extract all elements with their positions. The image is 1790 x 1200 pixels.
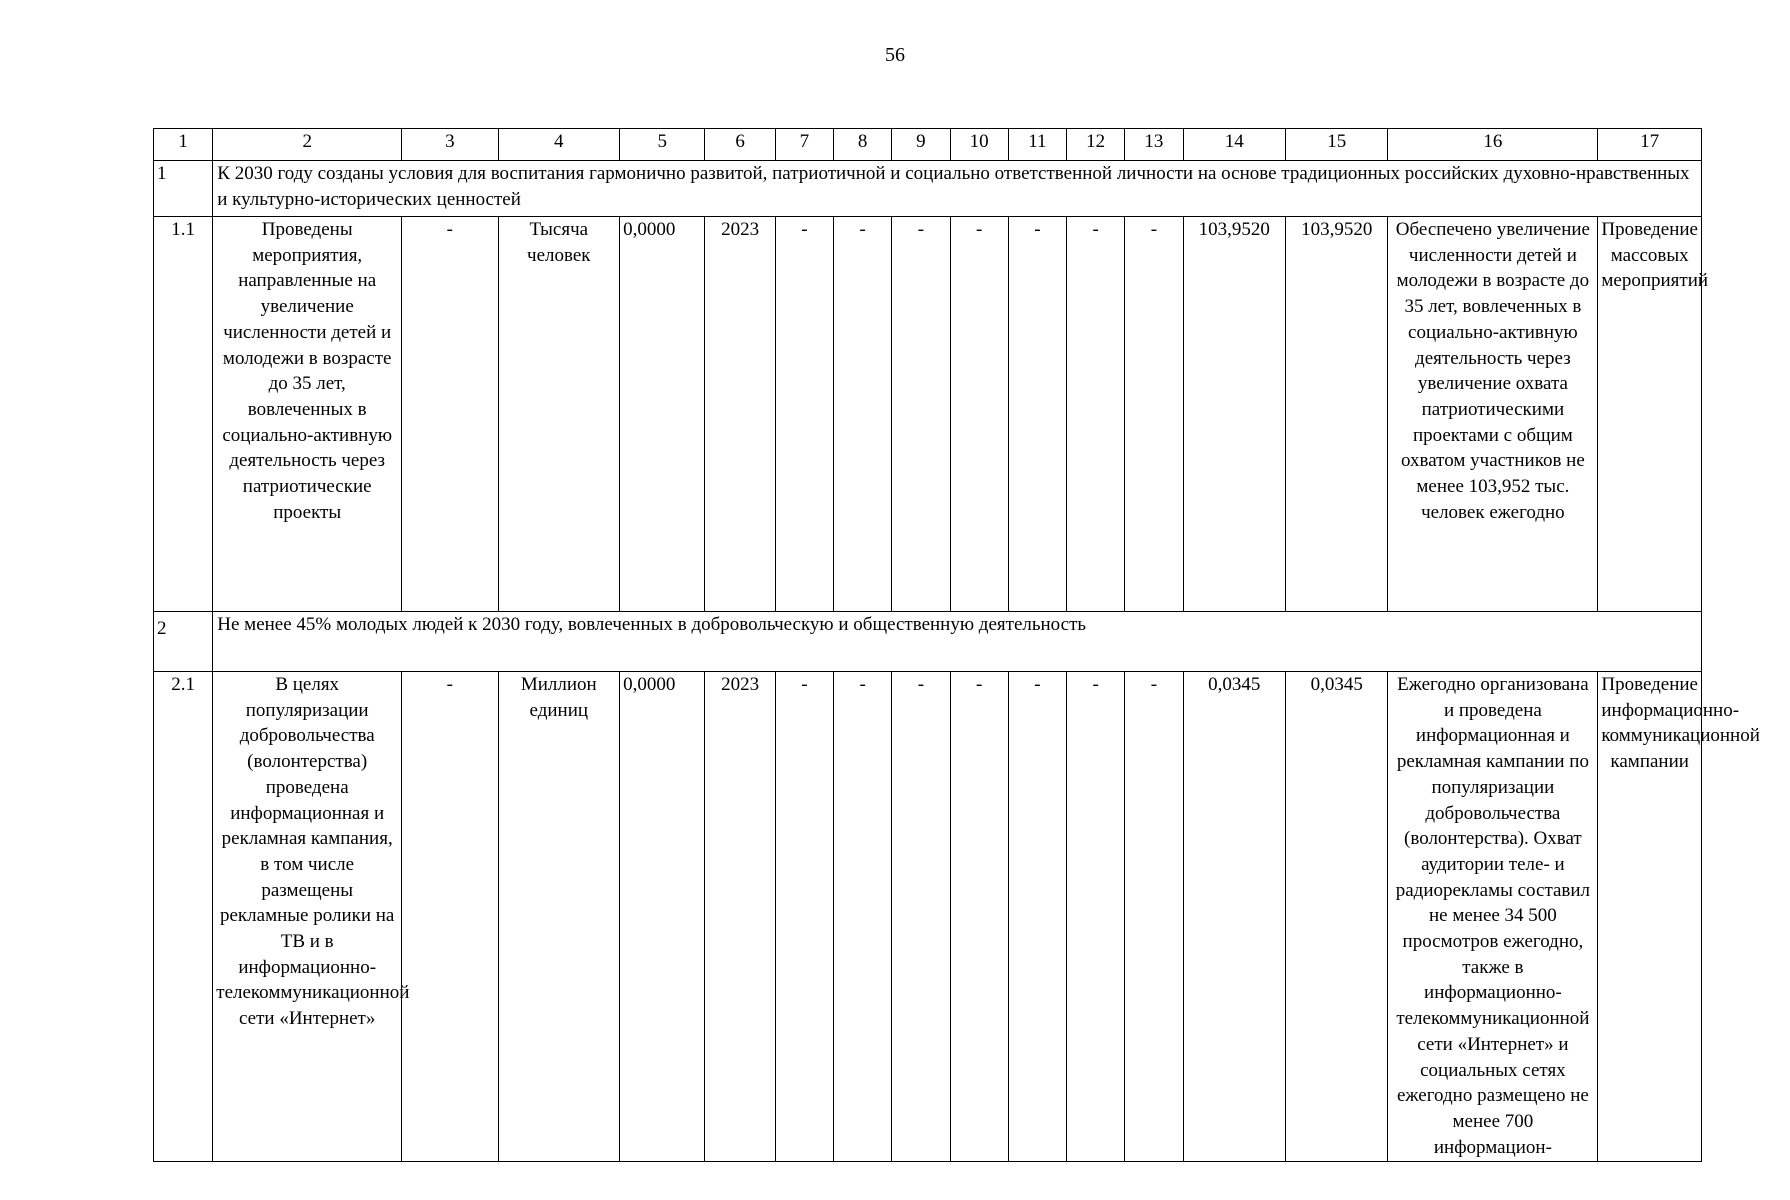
cell-col-12: -: [1067, 672, 1125, 1162]
column-header: 9: [892, 129, 950, 161]
column-header: 8: [834, 129, 892, 161]
measure-type: Проведение массовых мероприятий: [1598, 217, 1702, 612]
cell-col-13: -: [1125, 672, 1183, 1162]
table-row: [154, 217, 1702, 612]
section-number: 1: [154, 161, 213, 217]
unit-of-measure: Миллион единиц: [498, 672, 620, 1162]
column-header: 7: [775, 129, 833, 161]
column-header: 5: [620, 129, 705, 161]
cell-col-7: -: [775, 217, 833, 612]
column-header: 4: [498, 129, 620, 161]
table-row: [154, 672, 1702, 1162]
column-number-header-row: [154, 129, 1702, 161]
expected-result: Обеспечено увеличение численности детей и молодежи в возрасте до 35 лет, вовлеченных в социально-активную деятельность через увеличение охвата патриотическими проектами с общим охватом участников не менее 103,952 тыс. человек ежегодно: [1388, 217, 1598, 612]
base-value: 0,0000: [620, 672, 705, 1162]
cell-col-3: -: [402, 217, 498, 612]
cell-col-10: -: [950, 672, 1008, 1162]
indicators-table: [153, 128, 1760, 1162]
cell-col-8: -: [834, 217, 892, 612]
measure-name: Проведены мероприятия, направленные на увеличение численности детей и молодежи в возрасте до 35 лет, вовлеченных в социально-активную деятельность через патриотические проекты: [213, 217, 402, 612]
cell-col-3: -: [402, 672, 498, 1162]
column-header: 1: [154, 129, 213, 161]
section-number: 2: [154, 612, 213, 672]
row-number: 2.1: [154, 672, 213, 1162]
unit-of-measure: Тысяча человек: [498, 217, 620, 612]
column-header: 13: [1125, 129, 1183, 161]
cell-col-7: -: [775, 672, 833, 1162]
section-title: Не менее 45% молодых людей к 2030 году, вовлеченных в добровольческую и общественную деятельность: [213, 612, 1702, 672]
column-header: 14: [1183, 129, 1285, 161]
base-value: 0,0000: [620, 217, 705, 612]
column-header: 2: [213, 129, 402, 161]
column-header: 6: [705, 129, 775, 161]
cell-col-9: -: [892, 217, 950, 612]
cell-col-11: -: [1008, 672, 1066, 1162]
section-row: [154, 612, 1702, 672]
section-row: [154, 161, 1702, 217]
row-number: 1.1: [154, 217, 213, 612]
measure-name: В целях популяризации добровольчества (волонтерства) проведена информационная и рекламная кампания, в том числе размещены рекламные ролики на ТВ и в информационно-телекоммуникационной сети «Интернет»: [213, 672, 402, 1162]
cell-col-12: -: [1067, 217, 1125, 612]
section-title: К 2030 году созданы условия для воспитания гармонично развитой, патриотичной и социально ответственной личности на основе традиционных российских духовно-нравственных и культурно-исторических ценностей: [213, 161, 1702, 217]
column-header: 15: [1285, 129, 1387, 161]
page-number: 56: [885, 44, 905, 66]
column-header: 12: [1067, 129, 1125, 161]
cell-col-13: -: [1125, 217, 1183, 612]
value-col-14: 103,9520: [1183, 217, 1285, 612]
column-header: 10: [950, 129, 1008, 161]
column-header: 11: [1008, 129, 1066, 161]
value-col-15: 0,0345: [1285, 672, 1387, 1162]
base-year: 2023: [705, 217, 775, 612]
cell-col-9: -: [892, 672, 950, 1162]
cell-col-11: -: [1008, 217, 1066, 612]
cell-col-10: -: [950, 217, 1008, 612]
value-col-15: 103,9520: [1285, 217, 1387, 612]
value-col-14: 0,0345: [1183, 672, 1285, 1162]
measure-type: Проведение информационно-коммуникационной кампании: [1598, 672, 1702, 1162]
base-year: 2023: [705, 672, 775, 1162]
column-header: 3: [402, 129, 498, 161]
expected-result: Ежегодно организована и проведена информационная и рекламная кампании по популяризации добровольчества (волонтерства). Охват аудитории теле- и радиорекламы составил не менее 34 500 просмотров ежегодно, также в информационно-телекоммуникационной сети «Интернет» и социальных сетях ежегодно размещено не менее 700 информацион-: [1388, 672, 1598, 1162]
cell-col-8: -: [834, 672, 892, 1162]
column-header: 17: [1598, 129, 1702, 161]
column-header: 16: [1388, 129, 1598, 161]
